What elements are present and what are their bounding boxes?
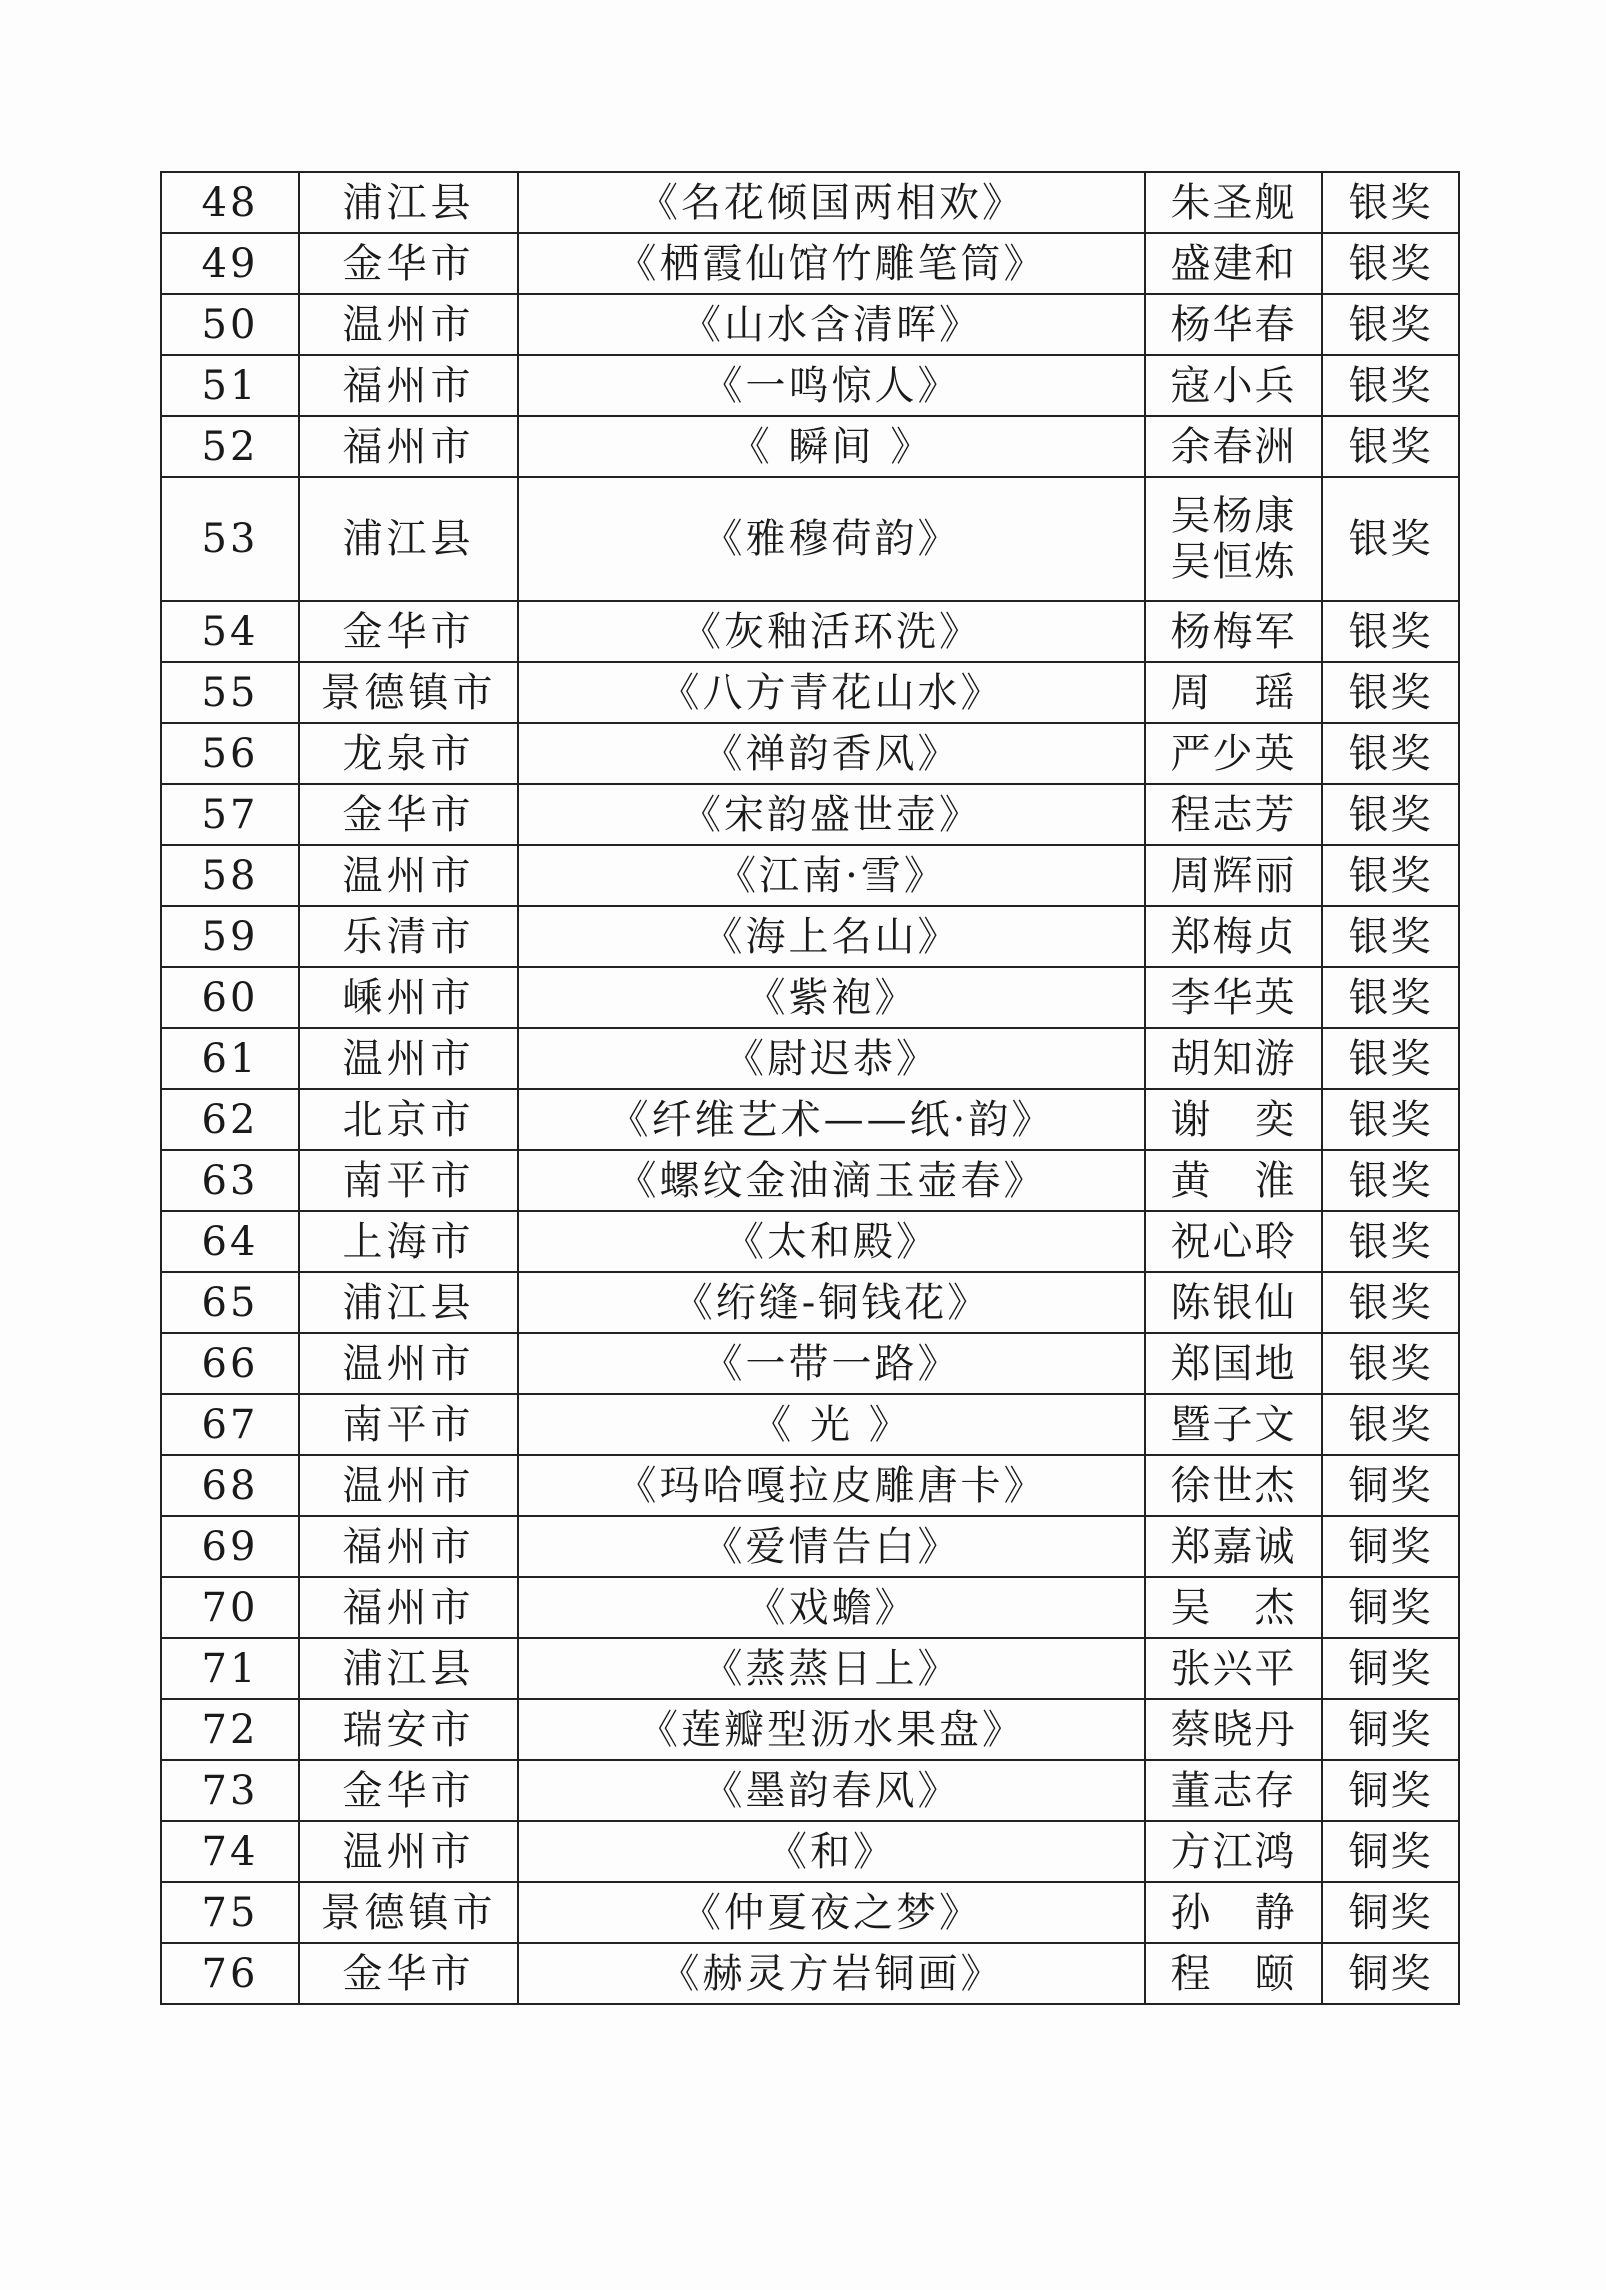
table-row bbox=[161, 294, 1459, 355]
table-row bbox=[161, 1272, 1459, 1333]
author-cell bbox=[1145, 1394, 1322, 1455]
work-title-cell: 《 光 》 bbox=[518, 1394, 1145, 1455]
entry-number-cell: 74 bbox=[161, 1821, 299, 1882]
city-cell: 南平市 bbox=[299, 1394, 518, 1455]
entry-number-cell: 65 bbox=[161, 1272, 299, 1333]
author-name: 程 颐 bbox=[1170, 1950, 1297, 1997]
author-cell bbox=[1145, 906, 1322, 967]
author-name: 祝心聆 bbox=[1170, 1218, 1297, 1265]
author-cell bbox=[1145, 1638, 1322, 1699]
table-row bbox=[161, 1455, 1459, 1516]
award-level-cell: 银奖 bbox=[1322, 601, 1459, 662]
author-cell bbox=[1145, 1943, 1322, 2004]
award-level-cell: 铜奖 bbox=[1322, 1821, 1459, 1882]
city-cell: 南平市 bbox=[299, 1150, 518, 1211]
entry-number-cell: 61 bbox=[161, 1028, 299, 1089]
entry-number-cell: 63 bbox=[161, 1150, 299, 1211]
entry-number-cell: 54 bbox=[161, 601, 299, 662]
city-cell: 福州市 bbox=[299, 355, 518, 416]
entry-number-cell: 68 bbox=[161, 1455, 299, 1516]
author-cell bbox=[1145, 1211, 1322, 1272]
author-name: 黄 淮 bbox=[1170, 1157, 1297, 1204]
author-cell bbox=[1145, 416, 1322, 477]
award-level-cell: 银奖 bbox=[1322, 906, 1459, 967]
entry-number-cell: 49 bbox=[161, 233, 299, 294]
author-name: 盛建和 bbox=[1170, 240, 1297, 287]
author-cell bbox=[1145, 723, 1322, 784]
author-cell bbox=[1145, 1028, 1322, 1089]
award-level-cell: 银奖 bbox=[1322, 1028, 1459, 1089]
author-cell bbox=[1145, 1516, 1322, 1577]
author-cell bbox=[1145, 1089, 1322, 1150]
entry-number-cell: 53 bbox=[161, 477, 299, 601]
table-row bbox=[161, 906, 1459, 967]
author-cell bbox=[1145, 662, 1322, 723]
author-cell bbox=[1145, 967, 1322, 1028]
city-cell: 瑞安市 bbox=[299, 1699, 518, 1760]
work-title-cell: 《蒸蒸日上》 bbox=[518, 1638, 1145, 1699]
work-title-cell: 《灰釉活环洗》 bbox=[518, 601, 1145, 662]
city-cell: 福州市 bbox=[299, 416, 518, 477]
author-name: 寇小兵 bbox=[1170, 362, 1297, 409]
table-row bbox=[161, 1394, 1459, 1455]
author-name: 吴恒炼 bbox=[1170, 539, 1297, 585]
table-row bbox=[161, 1516, 1459, 1577]
city-cell: 温州市 bbox=[299, 1028, 518, 1089]
work-title-cell: 《绗缝-铜钱花》 bbox=[518, 1272, 1145, 1333]
work-title-cell: 《纤维艺术——纸·韵》 bbox=[518, 1089, 1145, 1150]
award-table bbox=[160, 171, 1460, 2005]
author-name: 程志芳 bbox=[1170, 791, 1297, 838]
entry-number-cell: 60 bbox=[161, 967, 299, 1028]
author-cell bbox=[1145, 172, 1322, 233]
entry-number-cell: 67 bbox=[161, 1394, 299, 1455]
award-level-cell: 银奖 bbox=[1322, 477, 1459, 601]
city-cell: 金华市 bbox=[299, 1943, 518, 2004]
award-level-cell: 银奖 bbox=[1322, 723, 1459, 784]
table-row bbox=[161, 1638, 1459, 1699]
award-level-cell: 银奖 bbox=[1322, 1211, 1459, 1272]
award-level-cell: 银奖 bbox=[1322, 233, 1459, 294]
city-cell: 嵊州市 bbox=[299, 967, 518, 1028]
work-title-cell: 《海上名山》 bbox=[518, 906, 1145, 967]
entry-number-cell: 55 bbox=[161, 662, 299, 723]
award-level-cell: 银奖 bbox=[1322, 416, 1459, 477]
award-level-cell: 铜奖 bbox=[1322, 1882, 1459, 1943]
entry-number-cell: 57 bbox=[161, 784, 299, 845]
entry-number-cell: 48 bbox=[161, 172, 299, 233]
work-title-cell: 《太和殿》 bbox=[518, 1211, 1145, 1272]
author-name: 吴 杰 bbox=[1170, 1584, 1297, 1631]
entry-number-cell: 76 bbox=[161, 1943, 299, 2004]
author-name: 李华英 bbox=[1170, 974, 1297, 1021]
work-title-cell: 《螺纹金油滴玉壶春》 bbox=[518, 1150, 1145, 1211]
award-level-cell: 铜奖 bbox=[1322, 1943, 1459, 2004]
city-cell: 北京市 bbox=[299, 1089, 518, 1150]
author-cell bbox=[1145, 1699, 1322, 1760]
author-name: 杨华春 bbox=[1170, 301, 1297, 348]
city-cell: 金华市 bbox=[299, 233, 518, 294]
work-title-cell: 《雅穆荷韵》 bbox=[518, 477, 1145, 601]
table-row bbox=[161, 1577, 1459, 1638]
entry-number-cell: 64 bbox=[161, 1211, 299, 1272]
work-title-cell: 《山水含清晖》 bbox=[518, 294, 1145, 355]
award-level-cell: 铜奖 bbox=[1322, 1638, 1459, 1699]
award-level-cell: 银奖 bbox=[1322, 845, 1459, 906]
city-cell: 福州市 bbox=[299, 1577, 518, 1638]
award-level-cell: 银奖 bbox=[1322, 1272, 1459, 1333]
entry-number-cell: 50 bbox=[161, 294, 299, 355]
entry-number-cell: 71 bbox=[161, 1638, 299, 1699]
work-title-cell: 《爱情告白》 bbox=[518, 1516, 1145, 1577]
author-name: 周 瑶 bbox=[1170, 669, 1297, 716]
table-row bbox=[161, 1211, 1459, 1272]
table-row bbox=[161, 845, 1459, 906]
author-name: 董志存 bbox=[1170, 1767, 1297, 1814]
work-title-cell: 《宋韵盛世壶》 bbox=[518, 784, 1145, 845]
award-level-cell: 银奖 bbox=[1322, 294, 1459, 355]
entry-number-cell: 73 bbox=[161, 1760, 299, 1821]
table-row bbox=[161, 601, 1459, 662]
work-title-cell: 《禅韵香风》 bbox=[518, 723, 1145, 784]
table-row bbox=[161, 233, 1459, 294]
city-cell: 乐清市 bbox=[299, 906, 518, 967]
table-row bbox=[161, 1760, 1459, 1821]
work-title-cell: 《尉迟恭》 bbox=[518, 1028, 1145, 1089]
author-name: 陈银仙 bbox=[1170, 1279, 1297, 1326]
city-cell: 浦江县 bbox=[299, 1638, 518, 1699]
table-row bbox=[161, 967, 1459, 1028]
city-cell: 金华市 bbox=[299, 784, 518, 845]
award-level-cell: 铜奖 bbox=[1322, 1516, 1459, 1577]
table-row bbox=[161, 477, 1459, 601]
table-row bbox=[161, 416, 1459, 477]
author-name: 方江鸿 bbox=[1170, 1828, 1297, 1875]
city-cell: 温州市 bbox=[299, 845, 518, 906]
city-cell: 福州市 bbox=[299, 1516, 518, 1577]
award-level-cell: 铜奖 bbox=[1322, 1455, 1459, 1516]
award-level-cell: 铜奖 bbox=[1322, 1577, 1459, 1638]
author-cell bbox=[1145, 784, 1322, 845]
author-cell bbox=[1145, 1577, 1322, 1638]
table-row bbox=[161, 784, 1459, 845]
work-title-cell: 《名花倾国两相欢》 bbox=[518, 172, 1145, 233]
entry-number-cell: 70 bbox=[161, 1577, 299, 1638]
entry-number-cell: 72 bbox=[161, 1699, 299, 1760]
author-name: 郑嘉诚 bbox=[1170, 1523, 1297, 1570]
author-cell bbox=[1145, 601, 1322, 662]
award-level-cell: 银奖 bbox=[1322, 1394, 1459, 1455]
author-cell bbox=[1145, 1882, 1322, 1943]
work-title-cell: 《八方青花山水》 bbox=[518, 662, 1145, 723]
entry-number-cell: 75 bbox=[161, 1882, 299, 1943]
entry-number-cell: 56 bbox=[161, 723, 299, 784]
author-cell bbox=[1145, 1333, 1322, 1394]
city-cell: 浦江县 bbox=[299, 172, 518, 233]
table-row bbox=[161, 723, 1459, 784]
entry-number-cell: 59 bbox=[161, 906, 299, 967]
city-cell: 金华市 bbox=[299, 601, 518, 662]
award-table-body bbox=[161, 172, 1459, 2004]
city-cell: 温州市 bbox=[299, 1333, 518, 1394]
author-name: 胡知游 bbox=[1170, 1035, 1297, 1082]
author-cell bbox=[1145, 233, 1322, 294]
city-cell: 浦江县 bbox=[299, 1272, 518, 1333]
table-row bbox=[161, 1699, 1459, 1760]
work-title-cell: 《一带一路》 bbox=[518, 1333, 1145, 1394]
author-cell bbox=[1145, 477, 1322, 601]
city-cell: 温州市 bbox=[299, 294, 518, 355]
table-row bbox=[161, 1150, 1459, 1211]
award-level-cell: 铜奖 bbox=[1322, 1699, 1459, 1760]
entry-number-cell: 51 bbox=[161, 355, 299, 416]
author-cell bbox=[1145, 845, 1322, 906]
author-cell bbox=[1145, 1272, 1322, 1333]
city-cell: 温州市 bbox=[299, 1821, 518, 1882]
entry-number-cell: 52 bbox=[161, 416, 299, 477]
award-level-cell: 银奖 bbox=[1322, 662, 1459, 723]
entry-number-cell: 62 bbox=[161, 1089, 299, 1150]
author-cell bbox=[1145, 1455, 1322, 1516]
author-name: 杨梅军 bbox=[1170, 608, 1297, 655]
award-level-cell: 银奖 bbox=[1322, 355, 1459, 416]
work-title-cell: 《墨韵春风》 bbox=[518, 1760, 1145, 1821]
author-name: 余春洲 bbox=[1170, 423, 1297, 470]
author-cell bbox=[1145, 1760, 1322, 1821]
author-name: 张兴平 bbox=[1170, 1645, 1297, 1692]
city-cell: 龙泉市 bbox=[299, 723, 518, 784]
work-title-cell: 《和》 bbox=[518, 1821, 1145, 1882]
work-title-cell: 《赫灵方岩铜画》 bbox=[518, 1943, 1145, 2004]
award-level-cell: 铜奖 bbox=[1322, 1760, 1459, 1821]
award-level-cell: 银奖 bbox=[1322, 1150, 1459, 1211]
work-title-cell: 《江南·雪》 bbox=[518, 845, 1145, 906]
entry-number-cell: 66 bbox=[161, 1333, 299, 1394]
author-name: 郑国地 bbox=[1170, 1340, 1297, 1387]
table-row bbox=[161, 1089, 1459, 1150]
work-title-cell: 《一鸣惊人》 bbox=[518, 355, 1145, 416]
author-cell bbox=[1145, 1821, 1322, 1882]
author-name: 朱圣舰 bbox=[1170, 179, 1297, 226]
work-title-cell: 《玛哈嘎拉皮雕唐卡》 bbox=[518, 1455, 1145, 1516]
author-cell bbox=[1145, 355, 1322, 416]
author-name: 徐世杰 bbox=[1170, 1462, 1297, 1509]
table-row bbox=[161, 1821, 1459, 1882]
author-name: 蔡晓丹 bbox=[1170, 1706, 1297, 1753]
work-title-cell: 《莲瓣型沥水果盘》 bbox=[518, 1699, 1145, 1760]
city-cell: 景德镇市 bbox=[299, 1882, 518, 1943]
work-title-cell: 《 瞬间 》 bbox=[518, 416, 1145, 477]
entry-number-cell: 58 bbox=[161, 845, 299, 906]
table-row bbox=[161, 172, 1459, 233]
table-row bbox=[161, 1028, 1459, 1089]
work-title-cell: 《仲夏夜之梦》 bbox=[518, 1882, 1145, 1943]
award-level-cell: 银奖 bbox=[1322, 784, 1459, 845]
city-cell: 金华市 bbox=[299, 1760, 518, 1821]
author-name: 孙 静 bbox=[1170, 1889, 1297, 1936]
author-name: 吴杨康 bbox=[1170, 493, 1297, 539]
work-title-cell: 《栖霞仙馆竹雕笔筒》 bbox=[518, 233, 1145, 294]
city-cell: 上海市 bbox=[299, 1211, 518, 1272]
table-row bbox=[161, 1333, 1459, 1394]
table-row bbox=[161, 1882, 1459, 1943]
author-cell bbox=[1145, 1150, 1322, 1211]
city-cell: 温州市 bbox=[299, 1455, 518, 1516]
author-name: 暨子文 bbox=[1170, 1401, 1297, 1448]
author-name: 谢 奕 bbox=[1170, 1096, 1297, 1143]
author-name: 严少英 bbox=[1170, 730, 1297, 777]
entry-number-cell: 69 bbox=[161, 1516, 299, 1577]
author-name: 郑梅贞 bbox=[1170, 913, 1297, 960]
work-title-cell: 《紫袍》 bbox=[518, 967, 1145, 1028]
award-level-cell: 银奖 bbox=[1322, 1333, 1459, 1394]
author-name: 周辉丽 bbox=[1170, 852, 1297, 899]
table-row bbox=[161, 662, 1459, 723]
award-level-cell: 银奖 bbox=[1322, 967, 1459, 1028]
award-level-cell: 银奖 bbox=[1322, 172, 1459, 233]
table-row bbox=[161, 1943, 1459, 2004]
city-cell: 浦江县 bbox=[299, 477, 518, 601]
award-level-cell: 银奖 bbox=[1322, 1089, 1459, 1150]
work-title-cell: 《戏蟾》 bbox=[518, 1577, 1145, 1638]
city-cell: 景德镇市 bbox=[299, 662, 518, 723]
author-cell bbox=[1145, 294, 1322, 355]
table-row bbox=[161, 355, 1459, 416]
